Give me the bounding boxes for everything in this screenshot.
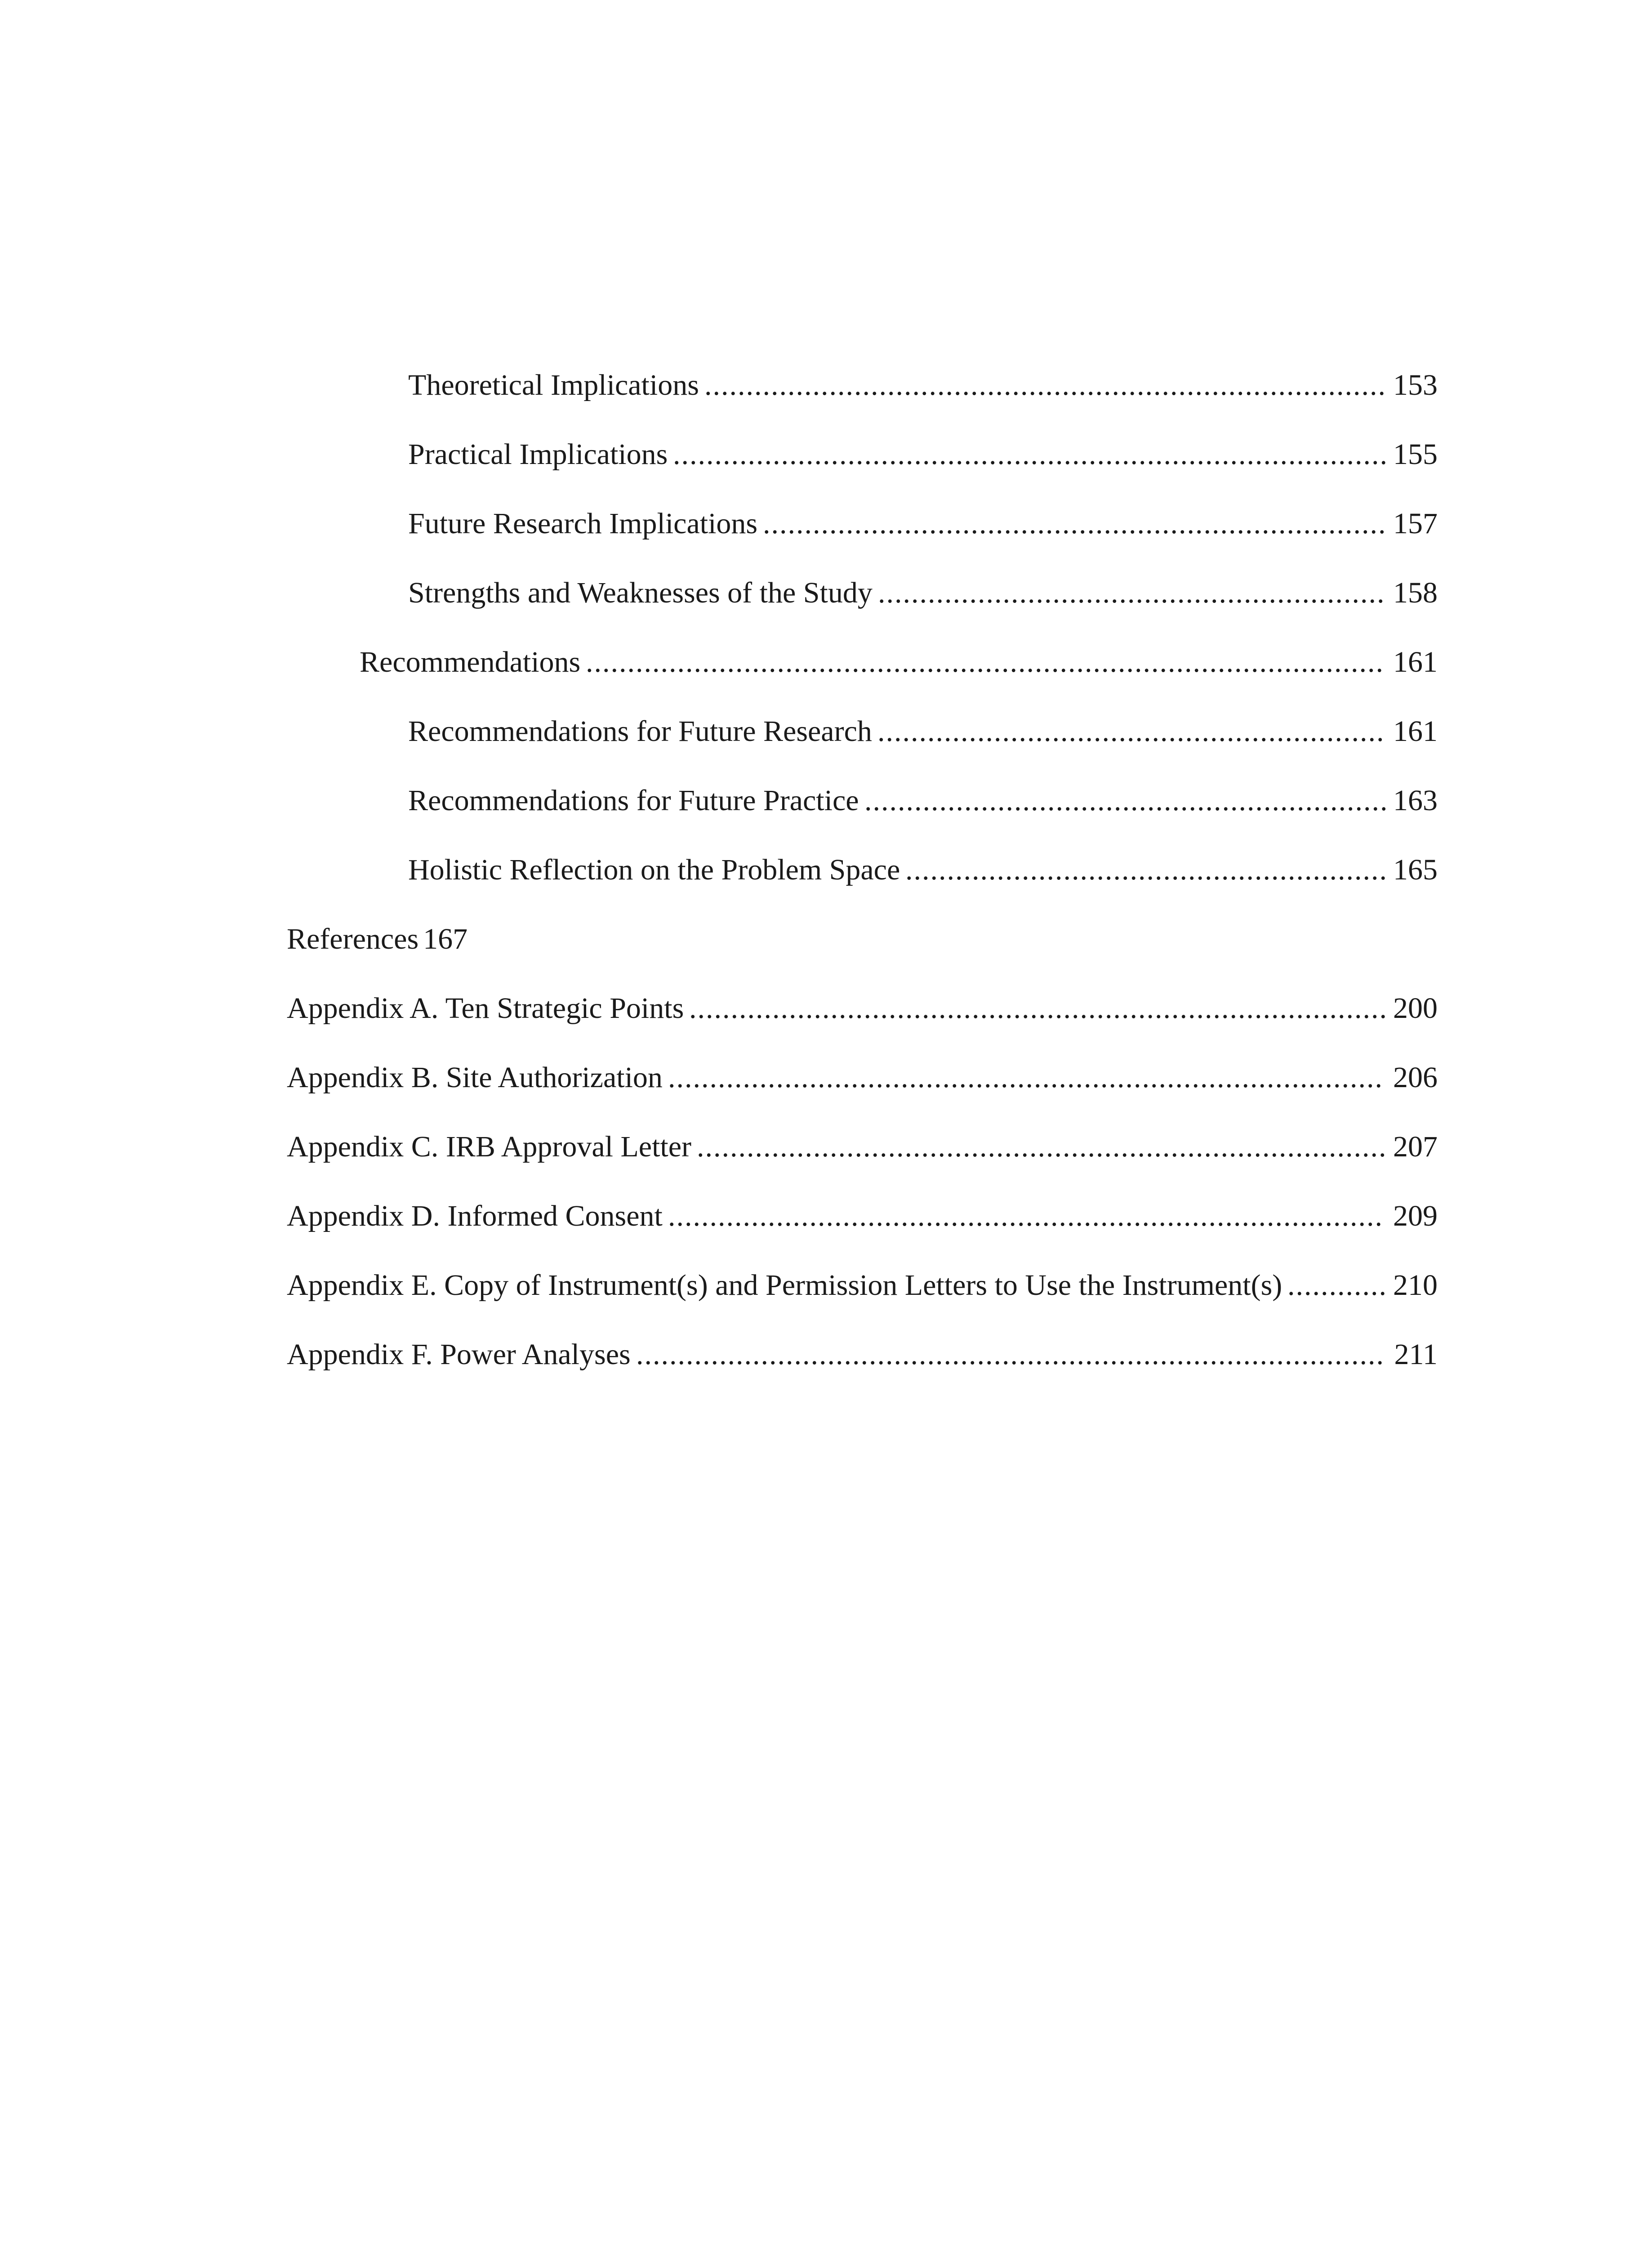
toc-entry-practical-implications[interactable]: [287, 420, 1438, 489]
toc-entry-label: Recommendations for Future Practice: [408, 784, 859, 817]
toc-entry-label: Appendix E. Copy of Instrument(s) and Permission Letters to Use the Instrument(s): [287, 1269, 1282, 1302]
toc-entry-theoretical-implications[interactable]: [287, 351, 1438, 420]
dot-leader: ............: [1287, 1269, 1387, 1302]
toc-entry-label: Appendix B. Site Authorization: [287, 1061, 663, 1094]
toc-entry-page-number: 210: [1393, 1269, 1438, 1302]
toc-entry-page-number: 211: [1394, 1338, 1438, 1371]
dot-leader: ..........................................................: [905, 853, 1388, 886]
table-of-contents: [287, 351, 1438, 1389]
toc-entry-label: Appendix A. Ten Strategic Points: [287, 992, 684, 1025]
toc-entry-references[interactable]: [287, 905, 1438, 974]
toc-entry-appendix-a[interactable]: [287, 974, 1438, 1043]
toc-entry-label: Theoretical Implications: [408, 369, 699, 401]
toc-entry-page-number: 163: [1393, 784, 1438, 817]
dot-leader: ......................................................................................: [668, 1200, 1383, 1232]
toc-entry-label: References: [287, 923, 419, 955]
toc-entry-page-number: 153: [1393, 369, 1438, 401]
dot-leader: .............................................................: [877, 715, 1385, 748]
toc-entry-label: Future Research Implications: [408, 507, 758, 540]
toc-entry-label: Holistic Reflection on the Problem Space: [408, 853, 900, 886]
dot-leader: .............................................................: [878, 576, 1385, 609]
toc-entry-appendix-e[interactable]: [287, 1251, 1438, 1320]
toc-entry-page-number: 158: [1393, 576, 1438, 609]
toc-entry-page-number: 161: [1393, 646, 1438, 678]
toc-entry-recommendations[interactable]: [287, 628, 1438, 697]
toc-entry-recommendations-future-practice[interactable]: [287, 766, 1438, 835]
toc-entry-appendix-b[interactable]: [287, 1043, 1438, 1112]
toc-entry-holistic-reflection[interactable]: [287, 835, 1438, 905]
dot-leader: ......................................................................................: [673, 438, 1388, 471]
toc-entry-page-number: 155: [1393, 438, 1438, 471]
toc-entry-recommendations-future-research[interactable]: [287, 697, 1438, 766]
dot-leader: ......................................................................................: [668, 1061, 1383, 1094]
toc-entry-page-number: 200: [1393, 992, 1438, 1025]
toc-entry-appendix-c[interactable]: [287, 1112, 1438, 1182]
toc-entry-label: Appendix D. Informed Consent: [287, 1200, 663, 1232]
toc-entry-appendix-d[interactable]: [287, 1182, 1438, 1251]
dot-leader: ...............................................................: [864, 784, 1389, 817]
dot-leader: ....................................................................................: [689, 992, 1388, 1025]
toc-entry-future-research-implications[interactable]: [287, 489, 1438, 558]
dot-leader: ..........................................................................................: [636, 1338, 1385, 1371]
dot-leader: ...................................................................................: [697, 1130, 1387, 1163]
toc-entry-label: Practical Implications: [408, 438, 668, 471]
toc-entry-page-number: 161: [1393, 715, 1438, 748]
dot-leader: ................................................................................................: [586, 646, 1384, 678]
dot-leader: ...........................................................................: [763, 507, 1387, 540]
dot-leader: ..................................................................................: [704, 369, 1386, 401]
toc-entry-page-number: 167: [423, 923, 468, 955]
toc-entry-label: Recommendations for Future Research: [408, 715, 872, 748]
toc-entry-page-number: 207: [1393, 1130, 1438, 1163]
toc-entry-appendix-f[interactable]: [287, 1320, 1438, 1389]
toc-entry-label: Appendix F. Power Analyses: [287, 1338, 631, 1371]
toc-entry-label: Appendix C. IRB Approval Letter: [287, 1130, 692, 1163]
toc-entry-page-number: 165: [1393, 853, 1438, 886]
toc-entry-strengths-and-weaknesses[interactable]: [287, 558, 1438, 628]
toc-entry-page-number: 206: [1393, 1061, 1438, 1094]
toc-entry-page-number: 209: [1393, 1200, 1438, 1232]
toc-entry-page-number: 157: [1393, 507, 1438, 540]
toc-entry-label: Strengths and Weaknesses of the Study: [408, 576, 873, 609]
toc-entry-label: Recommendations: [360, 646, 581, 678]
